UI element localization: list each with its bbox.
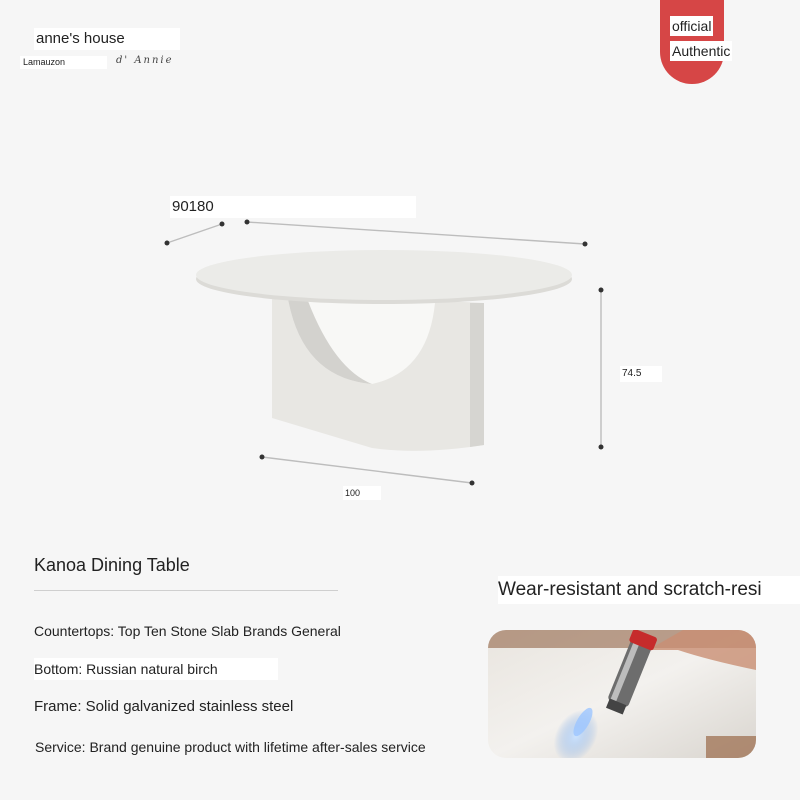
title-divider [34,590,338,591]
brand-subname: Lamauzon [20,56,107,69]
table-base [272,293,484,451]
product-title: Kanoa Dining Table [34,555,190,575]
spec-bottom: Bottom: Russian natural birch [34,658,278,680]
spec-service: Service: Brand genuine product with lifetime after-sales service [35,739,426,755]
badge-authentic-label: Authentic [672,43,731,59]
badge-official-label: official [672,18,712,34]
scratch-test-photo [488,630,756,758]
dimension-height-label: 74.5 [620,366,662,382]
dimension-top-label: 90180 [170,196,416,218]
feature-heading: Wear-resistant and scratch-resi [498,576,800,604]
torch-photo-icon [488,630,756,758]
brand-name: anne's house [34,28,180,50]
dimension-base-label: 100 [343,486,381,500]
spec-countertops: Countertops: Top Ten Stone Slab Brands General [34,623,341,639]
table-top [196,250,572,304]
brand-signature: d' Annie [116,55,174,66]
spec-frame: Frame: Solid galvanized stainless steel [34,698,294,715]
